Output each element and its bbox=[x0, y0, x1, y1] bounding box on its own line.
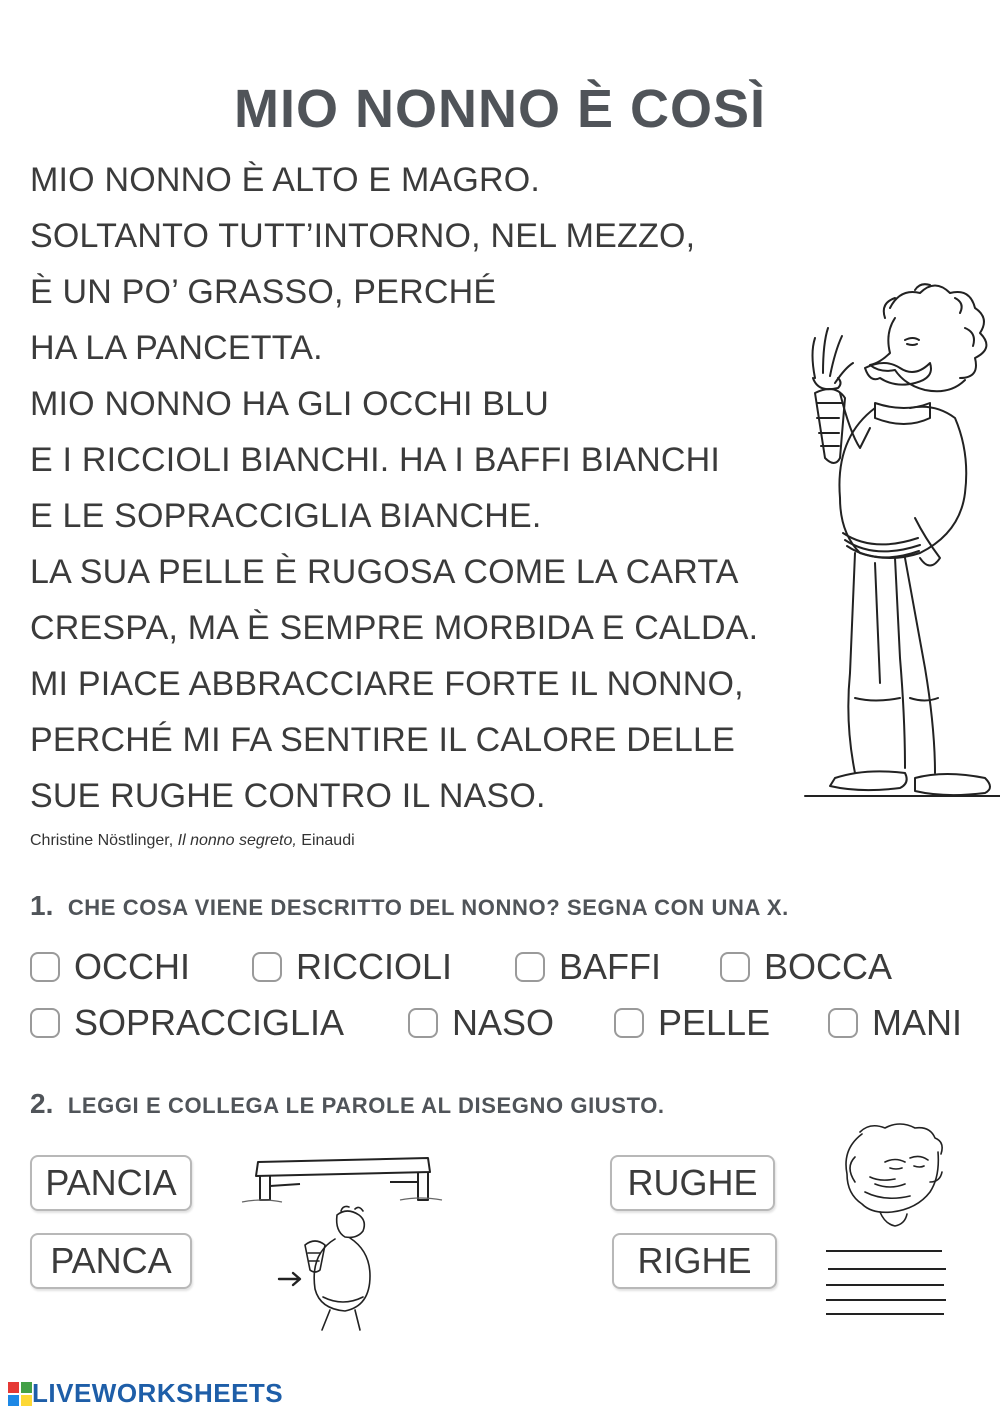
option-label: RICCIOLI bbox=[296, 946, 453, 987]
option-label: OCCHI bbox=[74, 946, 190, 987]
option-mani[interactable] bbox=[828, 1002, 962, 1044]
word-box-righe[interactable]: RIGHE bbox=[612, 1233, 777, 1289]
poem-line: E LE SOPRACCIGLIA BIANCHE. bbox=[30, 497, 542, 535]
liveworksheets-logo bbox=[8, 1378, 283, 1409]
logo-text: LIVEWORKSHEETS bbox=[32, 1378, 284, 1408]
option-riccioli[interactable] bbox=[252, 946, 452, 988]
question-2-number: 2. bbox=[30, 1088, 54, 1119]
option-occhi[interactable] bbox=[30, 946, 190, 988]
option-label: SOPRACCIGLIA bbox=[74, 1002, 345, 1043]
wrinkled-face-drawing[interactable] bbox=[830, 1122, 960, 1232]
belly-drawing[interactable] bbox=[275, 1205, 385, 1335]
word-box-rughe[interactable]: RUGHE bbox=[610, 1155, 775, 1211]
checkbox[interactable] bbox=[614, 1008, 644, 1038]
option-bocca[interactable] bbox=[720, 946, 892, 988]
poem-line: È UN PO’ GRASSO, PERCHÉ bbox=[30, 273, 497, 311]
source-author: Christine Nöstlinger, bbox=[30, 832, 178, 849]
poem-line: MIO NONNO È ALTO E MAGRO. bbox=[30, 161, 541, 199]
checkbox[interactable] bbox=[515, 952, 545, 982]
question-2-text: LEGGI E COLLEGA LE PAROLE AL DISEGNO GIUSTO. bbox=[67, 1093, 665, 1118]
source-book: Il nonno segreto, bbox=[177, 832, 297, 849]
option-pelle[interactable] bbox=[614, 1002, 770, 1044]
option-sopracciglia[interactable] bbox=[30, 1002, 344, 1044]
word-box-panca[interactable]: PANCA bbox=[30, 1233, 192, 1289]
option-naso[interactable] bbox=[408, 1002, 554, 1044]
poem-line: LA SUA PELLE È RUGOSA COME LA CARTA bbox=[30, 553, 739, 591]
poem-line: CRESPA, MA È SEMPRE MORBIDA E CALDA. bbox=[30, 609, 759, 647]
option-label: PELLE bbox=[658, 1002, 771, 1043]
lines-drawing[interactable] bbox=[820, 1245, 952, 1317]
logo-icon bbox=[8, 1382, 32, 1406]
poem-line: PERCHÉ MI FA SENTIRE IL CALORE DELLE bbox=[30, 721, 736, 759]
question-1-text: CHE COSA VIENE DESCRITTO DEL NONNO? SEGNA CON UNA X. bbox=[67, 895, 789, 920]
bench-drawing[interactable] bbox=[240, 1150, 445, 1210]
question-1-heading bbox=[30, 890, 789, 922]
checkbox[interactable] bbox=[720, 952, 750, 982]
poem-line: SOLTANTO TUTT’INTORNO, NEL MEZZO, bbox=[30, 217, 696, 255]
word-box-pancia[interactable]: PANCIA bbox=[30, 1155, 192, 1211]
source-publisher: Einaudi bbox=[296, 832, 355, 849]
poem-line: HA LA PANCETTA. bbox=[30, 329, 323, 367]
checkbox[interactable] bbox=[30, 952, 60, 982]
option-baffi[interactable] bbox=[515, 946, 661, 988]
question-1-number: 1. bbox=[30, 890, 54, 921]
option-label: NASO bbox=[452, 1002, 555, 1043]
poem-line: E I RICCIOLI BIANCHI. HA I BAFFI BIANCHI bbox=[30, 441, 721, 479]
grandfather-illustration bbox=[795, 278, 1000, 808]
question-2-heading bbox=[30, 1088, 665, 1120]
checkbox[interactable] bbox=[408, 1008, 438, 1038]
page-title: MIO NONNO È COSÌ bbox=[233, 79, 767, 139]
checkbox[interactable] bbox=[828, 1008, 858, 1038]
option-label: BOCCA bbox=[764, 946, 893, 987]
poem-line: SUE RUGHE CONTRO IL NASO. bbox=[30, 777, 546, 815]
checkbox[interactable] bbox=[252, 952, 282, 982]
poem-text bbox=[30, 152, 830, 824]
source-citation bbox=[30, 832, 355, 850]
poem-line: MIO NONNO HA GLI OCCHI BLU bbox=[30, 385, 550, 423]
option-label: MANI bbox=[872, 1002, 962, 1043]
poem-line: MI PIACE ABBRACCIARE FORTE IL NONNO, bbox=[30, 665, 744, 703]
checkbox[interactable] bbox=[30, 1008, 60, 1038]
option-label: BAFFI bbox=[559, 946, 662, 987]
